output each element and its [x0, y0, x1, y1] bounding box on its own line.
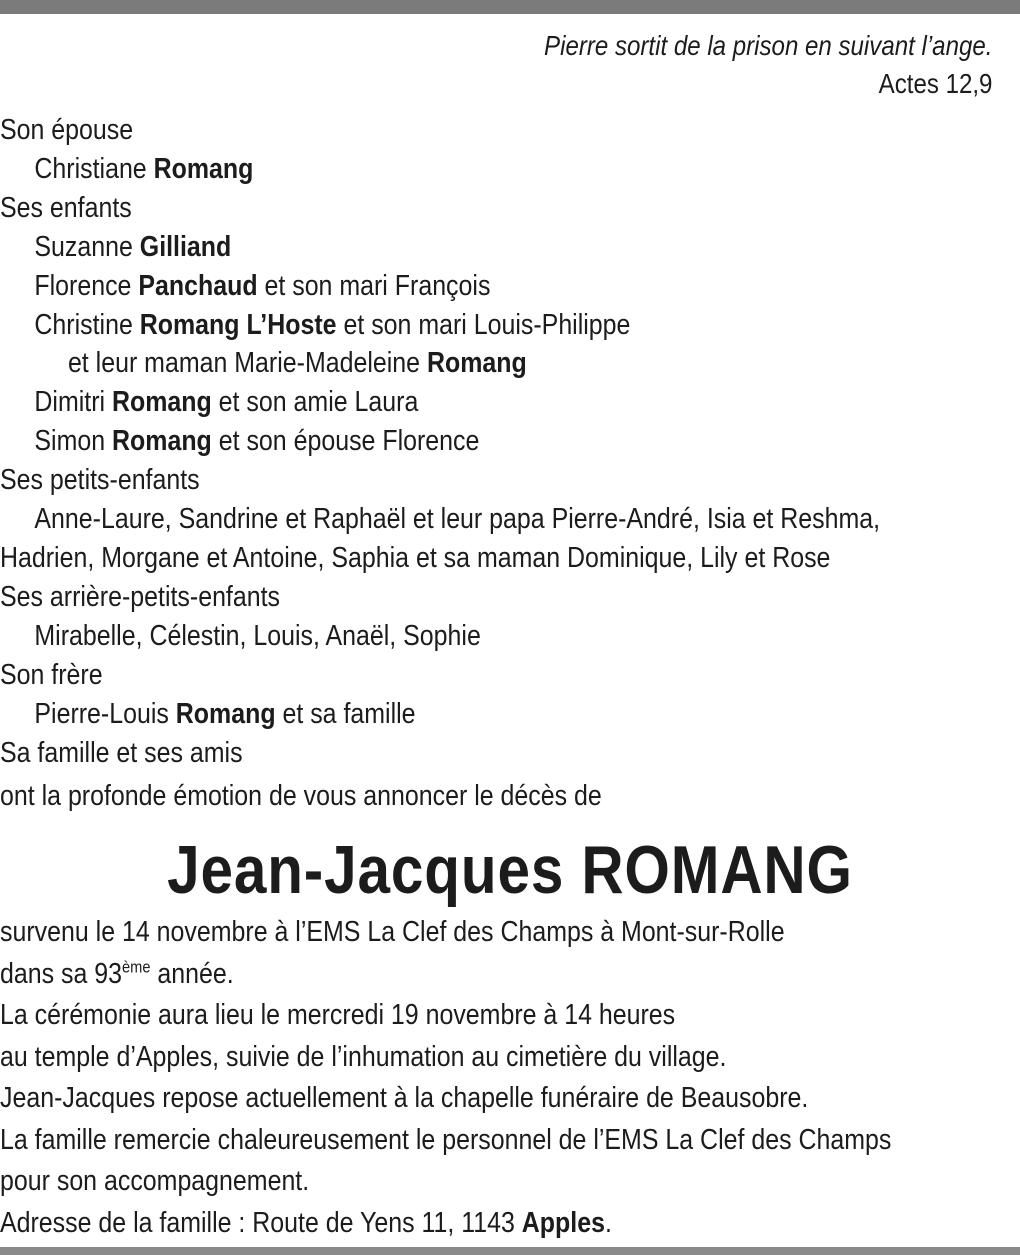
child-entry: Florence Panchaud et son mari François	[34, 269, 491, 302]
rest-place: Jean-Jacques repose actuellement à la chapelle funéraire de Beausobre.	[0, 1082, 809, 1115]
great-grandchildren-line: Mirabelle, Célestin, Louis, Anaël, Sophie	[34, 619, 481, 652]
age-line: dans sa 93ème année.	[0, 957, 234, 990]
brother-heading: Son frère	[0, 658, 103, 691]
bottom-divider	[0, 1247, 1020, 1255]
epigraph	[0, 27, 1020, 103]
grandchildren-heading: Ses petits-enfants	[0, 464, 200, 497]
ceremony-line: au temple d’Apples, suivie de l’inhumation au cimetière du village.	[0, 1040, 727, 1073]
child-entry: Dimitri Romang et son amie Laura	[34, 386, 419, 419]
deceased-name: Jean-Jacques ROMANG	[167, 832, 853, 909]
ceremony-line: La cérémonie aura lieu le mercredi 19 novembre à 14 heures	[0, 999, 676, 1032]
child-entry: Simon Romang et son épouse Florence	[34, 425, 480, 458]
epigraph-reference: Actes 12,9	[878, 68, 993, 99]
child-entry: Christine Romang L’Hoste et son mari Louis-Philippe	[34, 308, 631, 341]
thanks-line: pour son accompagnement.	[0, 1165, 310, 1198]
funeral-details	[0, 912, 1020, 1244]
thanks-line: La famille remercie chaleureusement le personnel de l’EMS La Clef des Champs	[0, 1123, 892, 1156]
grandchildren-line: Anne-Laure, Sandrine et Raphaël et leur papa Pierre-André, Isia et Reshma,	[34, 503, 881, 536]
top-divider	[0, 0, 1020, 14]
spouse-heading: Son épouse	[0, 114, 134, 146]
child-entry: Suzanne Gilliand	[34, 230, 232, 263]
death-place: survenu le 14 novembre à l’EMS La Clef des Champs à Mont-sur-Rolle	[0, 916, 785, 949]
friends-heading: Sa famille et ses amis	[0, 736, 243, 769]
epigraph-quote: Pierre sortit de la prison en suivant l’ange.	[544, 30, 993, 61]
grandchildren-line: Hadrien, Morgane et Antoine, Saphia et sa maman Dominique, Lily et Rose	[0, 541, 831, 574]
family-list	[0, 111, 1020, 772]
family-address: Adresse de la famille : Route de Yens 11, 1143 Apples.	[0, 1206, 612, 1239]
children-heading: Ses enfants	[0, 191, 132, 224]
great-grandchildren-heading: Ses arrière-petits-enfants	[0, 580, 281, 613]
announcement: ont la profonde émotion de vous annoncer le décès de	[0, 780, 602, 813]
obituary-notice	[0, 27, 993, 1244]
brother-entry: Pierre-Louis Romang et sa famille	[34, 697, 416, 730]
spouse-entry: Christiane Romang	[34, 152, 254, 185]
child-mother-entry: et leur maman Marie-Madeleine Romang	[67, 347, 527, 380]
